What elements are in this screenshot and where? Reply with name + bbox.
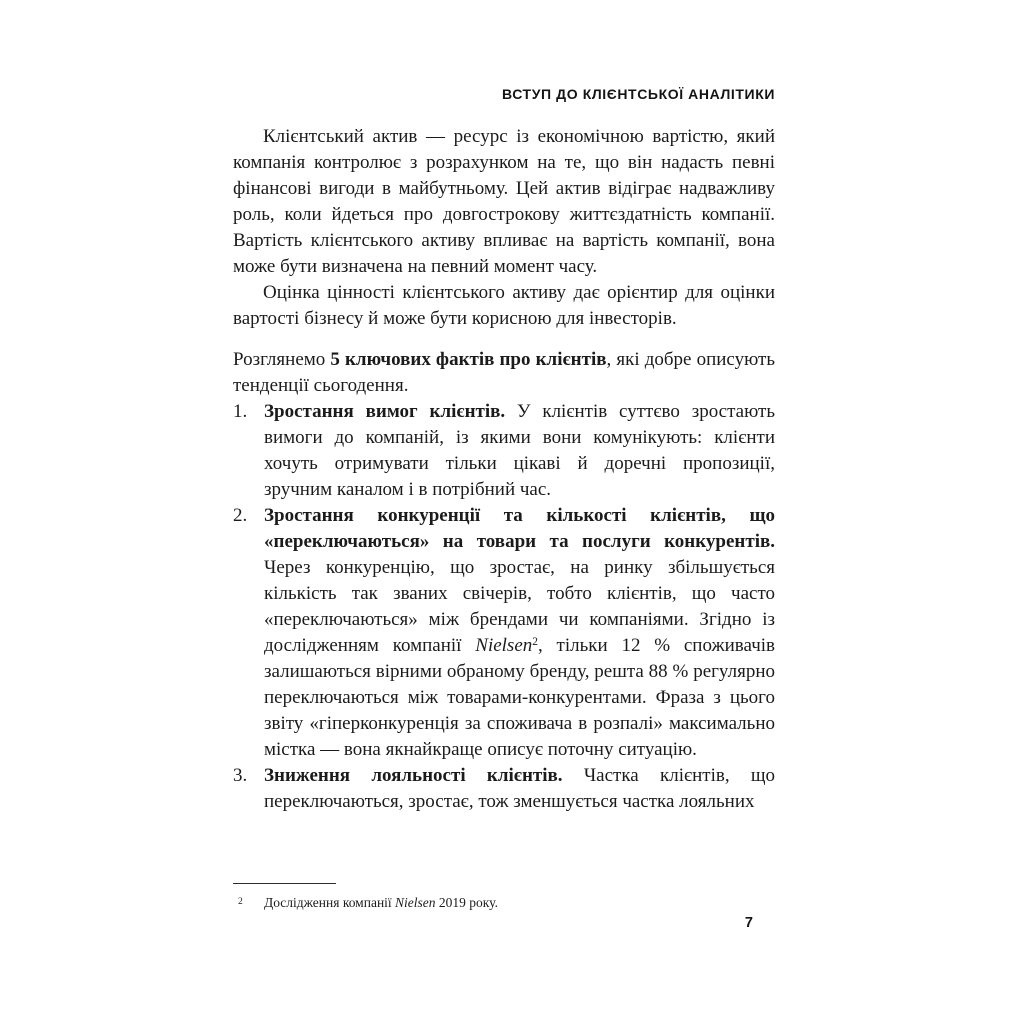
footnote-divider — [233, 883, 336, 884]
fact-number-2: 2. — [233, 505, 248, 526]
running-header: ВСТУП ДО КЛІЄНТСЬКОЇ АНАЛІТИКИ — [502, 86, 775, 102]
fact-list — [233, 399, 775, 815]
paragraph-asset-valuation: Оцінка цінності клієнтського активу дає орієнтир для оцінки вартості бізнесу й може бути корисною для інвесторів. — [233, 282, 775, 329]
paragraph-customer-asset: Клієнтський актив — ресурс із економічною вартістю, який компанія контролює з розрахунком на те, що він надасть певні фінансові вигоди в майбутньому. Цей актив відіграє надважливу роль, коли йдеться про довгострокову життєздатність компанії. Вартість клієнтського активу впливає на вартість компанії, вона може бути визначена на певний момент часу. — [233, 126, 775, 277]
fact-item-3 — [233, 763, 775, 815]
fact-text-1: Зростання вимог клієнтів. У клієнтів суттєво зростають вимоги до компаній, із якими вони комунікують: клієнти хочуть отримувати тільки цікаві й доречні пропозиції, зручним каналом і в потрібний час. — [264, 401, 775, 500]
fact-text-3: Зниження лояльності клієнтів. Частка клієнтів, що переключаються, зростає, тож зменшується частка лояльних — [264, 765, 775, 812]
fact-text-2: Зростання конкуренції та кількості клієнтів, що «переключаються» на товари та послуги конкурентів. Через конкуренцію, що зростає, на ринку збільшується кількість так званих свічерів, тобто клієнтів, що часто «переключаються» між брендами чи компаніями. Згідно із дослідженням компанії Nielsen$^2$, тільки 12 % споживачів залишаються вірними обраному бренду, решта 88 % регулярно переключаються між товарами-конкурентами. Фраза з цього звіту «гіперконкуренція за споживача в розпалі» максимально містка — вона якнайкраще описує поточну ситуацію. — [264, 505, 775, 760]
footnote-marker: 2 — [238, 897, 243, 907]
body-text — [233, 124, 775, 815]
page-number: 7 — [744, 915, 753, 931]
fact-item-1 — [233, 399, 775, 503]
footnote — [233, 894, 775, 912]
footnote-text: Дослідження компанії Nielsen 2019 року. — [264, 895, 498, 910]
fact-number-3: 3. — [233, 765, 248, 786]
fact-item-2 — [233, 503, 775, 763]
fact-number-1: 1. — [233, 401, 248, 422]
intro-paragraph: Розглянемо 5 ключових фактів про клієнтів, які добре описують тенденції сьогодення. — [233, 349, 775, 396]
